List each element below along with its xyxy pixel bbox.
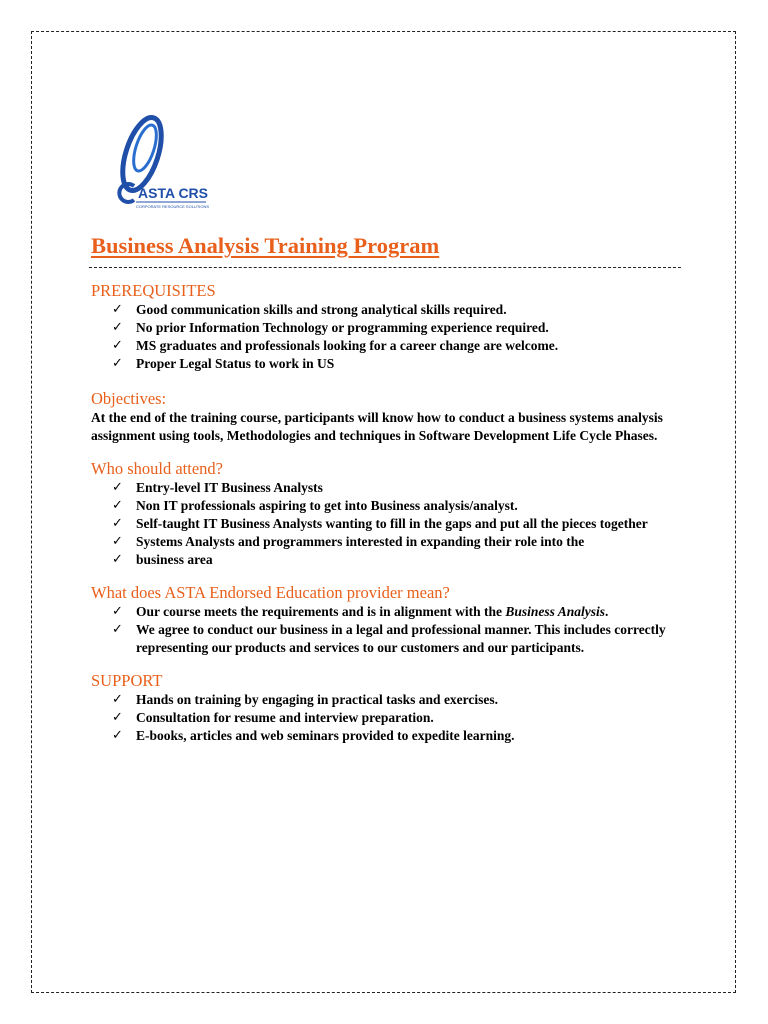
support-heading: SUPPORT <box>91 671 163 690</box>
document-title: Business Analysis Training Program <box>91 233 440 258</box>
check-icon: ✓ <box>112 480 123 495</box>
check-icon: ✓ <box>112 728 123 743</box>
check-icon: ✓ <box>112 692 123 707</box>
logo-tagline: CORPORATE RESOURCE SOLUTIONS <box>136 204 210 209</box>
check-icon: ✓ <box>112 338 123 353</box>
document-body <box>91 281 691 745</box>
check-icon: ✓ <box>112 604 123 619</box>
list-item: ✓ Hands on training by engaging in practical tasks and exercises. <box>112 692 499 707</box>
list-item: ✓ business area <box>112 552 213 567</box>
list-item: ✓ Entry-level IT Business Analysts <box>112 480 323 495</box>
business-analysis-emphasis: Business Analysis <box>505 604 606 619</box>
list-item: ✓ Our course meets the requirements and is in alignment with the Business Analysis. <box>112 604 609 619</box>
check-icon: ✓ <box>112 302 123 317</box>
objectives-heading: Objectives: <box>91 389 167 408</box>
prerequisites-list <box>91 301 691 373</box>
list-item: ✓ Proper Legal Status to work in US <box>112 356 335 371</box>
check-icon: ✓ <box>112 552 123 567</box>
check-icon: ✓ <box>112 622 123 637</box>
title-divider <box>89 267 681 268</box>
support-list <box>91 691 691 745</box>
check-icon: ✓ <box>112 516 123 531</box>
objectives-text: At the end of the training course, participants will know how to conduct a business systems analysis assignment using tools, Methodologies and techniques in Software Development Life Cycle Phases. <box>91 410 663 443</box>
check-icon: ✓ <box>112 356 123 371</box>
list-item: ✓ Systems Analysts and programmers interested in expanding their role into the <box>112 534 585 549</box>
list-item: ✓ Self-taught IT Business Analysts wanting to fill in the gaps and put all the pieces together <box>112 516 648 531</box>
check-icon: ✓ <box>112 320 123 335</box>
prerequisites-heading: PREREQUISITES <box>91 281 216 300</box>
endorsed-list <box>91 603 691 657</box>
logo-graphic <box>112 108 212 212</box>
check-icon: ✓ <box>112 498 123 513</box>
list-item: ✓ E-books, articles and web seminars provided to expedite learning. <box>112 728 515 743</box>
list-item: ✓ Non IT professionals aspiring to get into Business analysis/analyst. <box>112 498 518 513</box>
asta-crs-logo <box>112 108 212 212</box>
list-item: ✓ No prior Information Technology or programming experience required. <box>112 320 549 335</box>
who-should-attend-heading: Who should attend? <box>91 459 223 478</box>
list-item: ✓ MS graduates and professionals looking for a career change are welcome. <box>112 338 559 353</box>
endorsed-provider-heading: What does ASTA Endorsed Education provider mean? <box>91 583 450 602</box>
list-item: ✓ Good communication skills and strong analytical skills required. <box>112 302 507 317</box>
check-icon: ✓ <box>112 534 123 549</box>
check-icon: ✓ <box>112 710 123 725</box>
list-item: ✓ Consultation for resume and interview preparation. <box>112 710 434 725</box>
attend-list <box>91 479 691 569</box>
list-item: ✓ We agree to conduct our business in a legal and professional manner. This includes correctly representing our products and services to our customers and our participants. <box>112 622 666 655</box>
logo-wordmark: ASTA CRS <box>138 185 208 201</box>
